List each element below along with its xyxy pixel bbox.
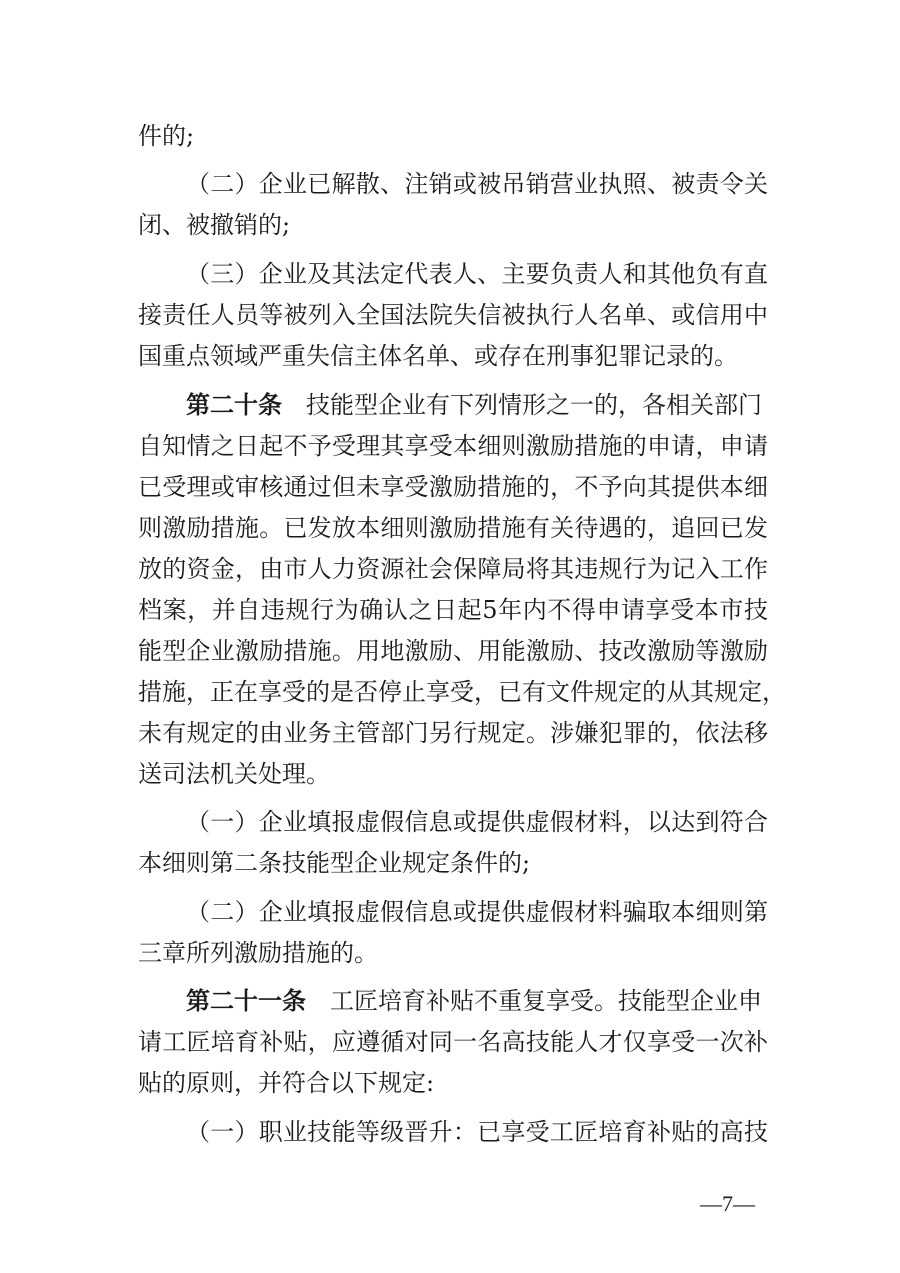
text-line: 则激励措施。已发放本细则激励措施有关待遇的，追回已发 <box>138 514 768 542</box>
text-line: 措施，正在享受的是否停止享受，已有文件规定的从其规定， <box>138 678 786 706</box>
article-20-first-line <box>186 389 768 421</box>
text-line: 送司法机关处理。 <box>138 760 330 788</box>
text-line: 请工匠培育补贴，应遵循对同一名高技能人才仅享受一次补 <box>138 1028 768 1056</box>
article-21-heading: 第二十一条 <box>186 987 306 1015</box>
text-line: 接责任人员等被列入全国法院失信被执行人名单、或信用中 <box>138 301 768 329</box>
text-line: 国重点领域严重失信主体名单、或存在刑事犯罪记录的。 <box>138 342 738 370</box>
page-number: —7— <box>700 1191 755 1216</box>
text-line: 本细则第二条技能型企业规定条件的; <box>138 849 531 877</box>
text-line: （二）企业已解散、注销或被吊销营业执照、被责令关 <box>186 170 768 198</box>
text-line: （二）企业填报虚假信息或提供虚假材料骗取本细则第 <box>186 898 768 926</box>
text-line: 件的; <box>138 122 195 150</box>
text-line: 已受理或审核通过但未享受激励措施的，不予向其提供本细 <box>138 473 768 501</box>
text-line: 闭、被撤销的; <box>138 211 291 239</box>
text-line: 贴的原则，并符合以下规定: <box>138 1069 435 1097</box>
article-21-first-line <box>186 985 768 1017</box>
text-line: 自知情之日起不予受理其享受本细则激励措施的申请，申请 <box>138 432 768 460</box>
text-line: 三章所列激励措施的。 <box>138 939 378 967</box>
article-20-heading: 第二十条 <box>186 391 282 419</box>
text-line: 放的资金，由市人力资源社会保障局将其违规行为记入工作 <box>138 555 768 583</box>
text-line: 未有规定的由业务主管部门另行规定。涉嫌犯罪的，依法移 <box>138 719 768 747</box>
text-line: 档案，并自违规行为确认之日起5年内不得申请享受本市技 <box>138 596 768 624</box>
text-line: （三）企业及其法定代表人、主要负责人和其他负有直 <box>186 260 768 288</box>
text-line: 能型企业激励措施。用地激励、用能激励、技改激励等激励 <box>138 637 768 665</box>
text-line: （一）职业技能等级晋升：已享受工匠培育补贴的高技 <box>186 1118 768 1146</box>
text-span: 工匠培育补贴不重复享受。技能型企业申 <box>330 987 762 1015</box>
text-line: （一）企业填报虚假信息或提供虚假材料，以达到符合 <box>186 808 768 836</box>
text-span: 技能型企业有下列情形之一的，各相关部门 <box>306 391 762 419</box>
